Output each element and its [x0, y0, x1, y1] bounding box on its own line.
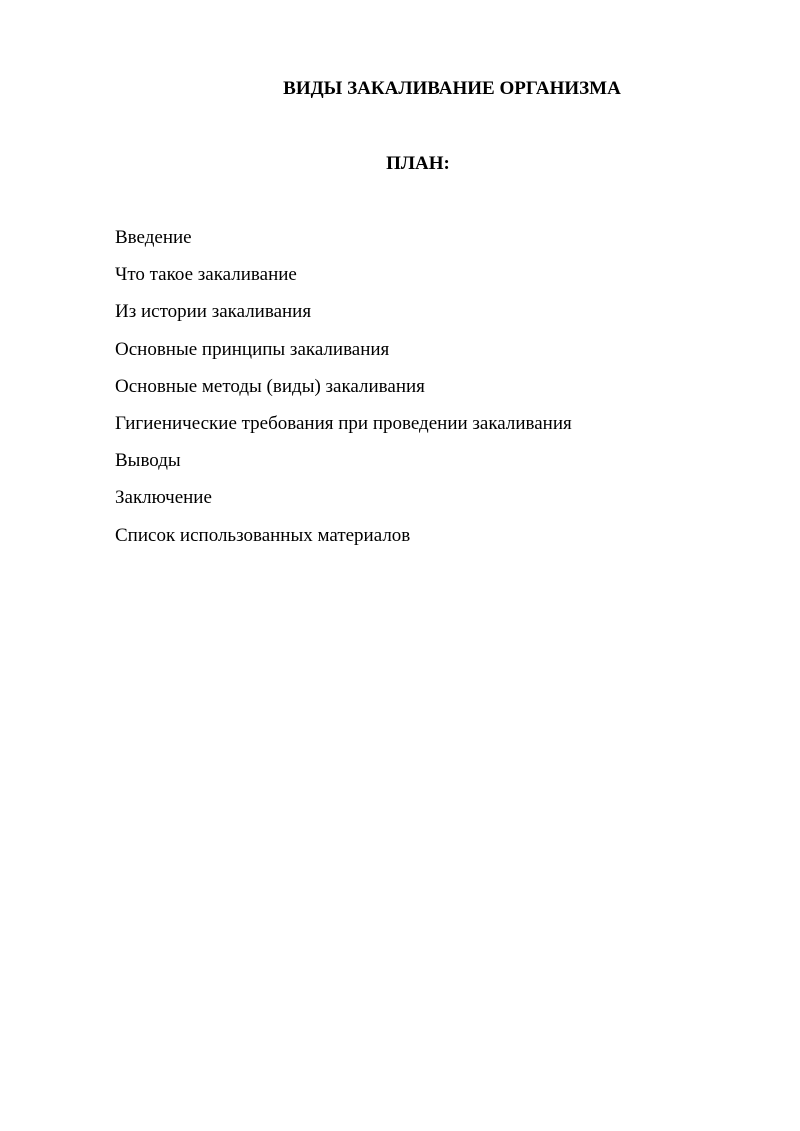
document-title: ВИДЫ ЗАКАЛИВАНИЕ ОРГАНИЗМА	[283, 78, 621, 99]
plan-item: Заключение	[115, 487, 212, 509]
plan-item: Список использованных материалов	[115, 524, 411, 546]
plan-heading: ПЛАН:	[386, 153, 450, 174]
plan-item: Что такое закаливание	[115, 264, 297, 286]
plan-item: Выводы	[115, 450, 181, 472]
plan-item: Основные методы (виды) закаливания	[115, 375, 425, 397]
plan-list	[115, 226, 572, 561]
plan-item: Гигиенические требования при проведении закаливания	[115, 412, 572, 434]
plan-item: Из истории закаливания	[115, 301, 312, 323]
plan-item: Основные принципы закаливания	[115, 338, 390, 360]
plan-item: Введение	[115, 227, 192, 248]
